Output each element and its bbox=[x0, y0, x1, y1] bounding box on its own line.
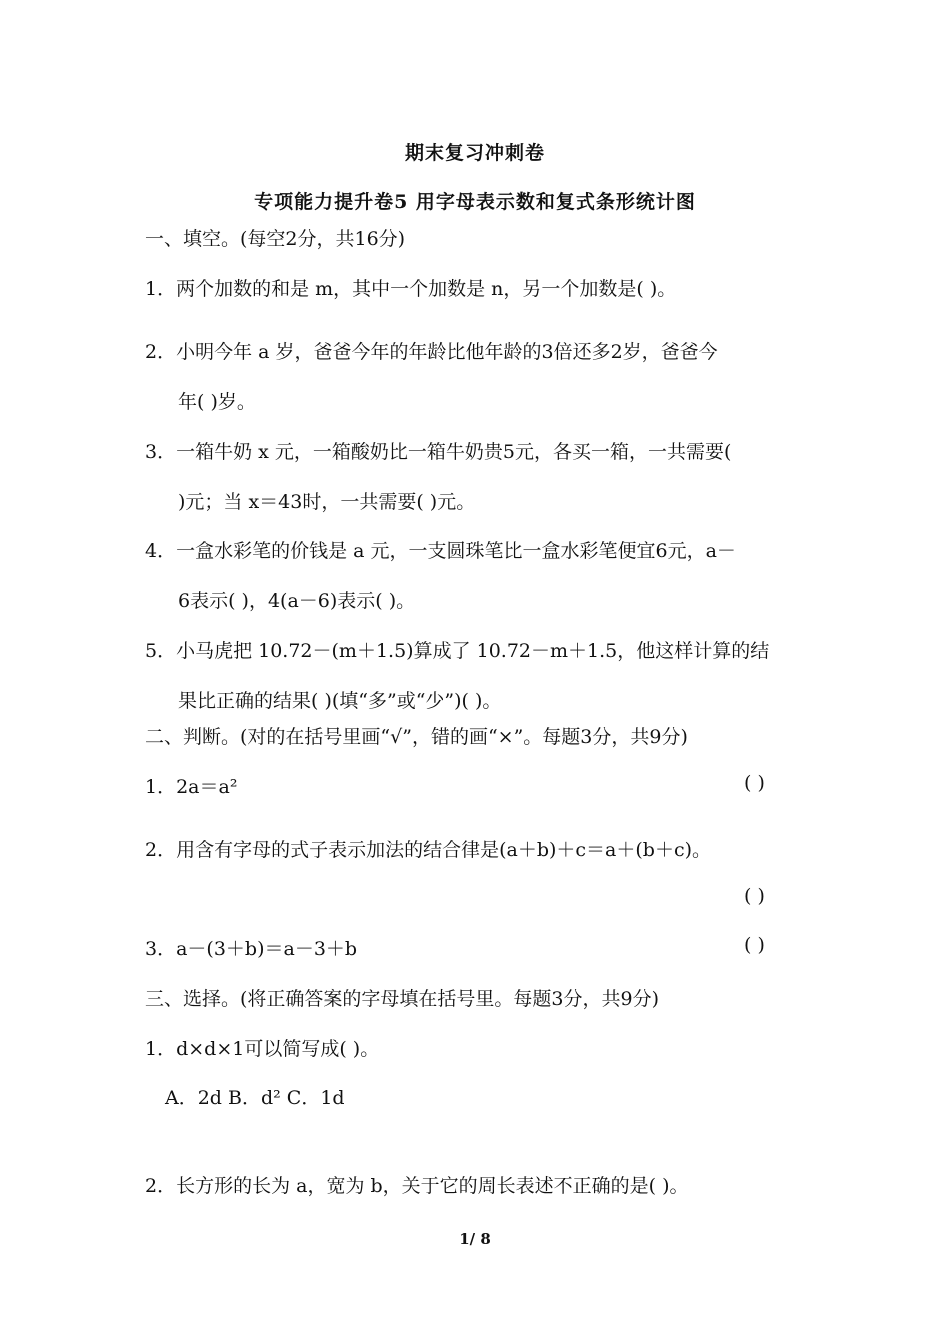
exam-title: 期末复习冲刺卷 bbox=[404, 142, 545, 164]
question-1-3-line-1: 3．一箱牛奶 x 元，一箱酸奶比一箱牛奶贵5元，各买一箱，一共需要( bbox=[145, 441, 732, 463]
question-1-2-line-1: 2．小明今年 a 岁，爸爸今年的年龄比他年龄的3倍还多2岁，爸爸今 bbox=[145, 341, 718, 363]
question-1-5-line-1: 5．小马虎把 10.72－(m＋1.5)算成了 10.72－m＋1.5，他这样计算的结 bbox=[145, 640, 770, 662]
section-3-heading: 三、选择。(将正确答案的字母填在括号里。每题3分，共9分) bbox=[145, 988, 660, 1010]
answer-bracket-2-2: ( ) bbox=[744, 885, 765, 907]
question-3-2: 2．长方形的长为 a，宽为 b，关于它的周长表述不正确的是( )。 bbox=[145, 1175, 689, 1197]
question-1-3-line-2: )元；当 x＝43时，一共需要( )元。 bbox=[178, 491, 476, 513]
question-3-1: 1．d×d×1可以简写成( )。 bbox=[145, 1038, 380, 1060]
page-number: 1/ 8 bbox=[459, 1230, 491, 1248]
question-2-1: 1．2a＝a² bbox=[145, 776, 238, 798]
question-2-2: 2．用含有字母的式子表示加法的结合律是(a＋b)＋c＝a＋(b＋c)。 bbox=[145, 839, 712, 861]
exam-subtitle: 专项能力提升卷5 用字母表示数和复式条形统计图 bbox=[254, 191, 696, 213]
section-1-heading: 一、填空。(每空2分，共16分) bbox=[145, 228, 406, 250]
question-1-1: 1．两个加数的和是 m，其中一个加数是 n，另一个加数是( )。 bbox=[145, 278, 677, 300]
question-1-2-line-2: 年( )岁。 bbox=[178, 391, 256, 413]
question-1-5-line-2: 果比正确的结果( )(填“多”或“少”)( )。 bbox=[178, 690, 502, 712]
answer-bracket-2-1: ( ) bbox=[744, 772, 765, 794]
question-2-3: 3．a－(3＋b)＝a－3＋b bbox=[145, 938, 358, 960]
section-2-heading: 二、判断。(对的在括号里画“√”，错的画“×”。每题3分，共9分) bbox=[145, 726, 688, 748]
answer-bracket-2-3: ( ) bbox=[744, 934, 765, 956]
question-3-1-options: A．2d B．d² C．1d bbox=[165, 1087, 345, 1109]
question-1-4-line-1: 4．一盒水彩笔的价钱是 a 元，一支圆珠笔比一盒水彩笔便宜6元，a－ bbox=[145, 540, 736, 562]
question-1-4-line-2: 6表示( )，4(a－6)表示( )。 bbox=[178, 590, 416, 612]
